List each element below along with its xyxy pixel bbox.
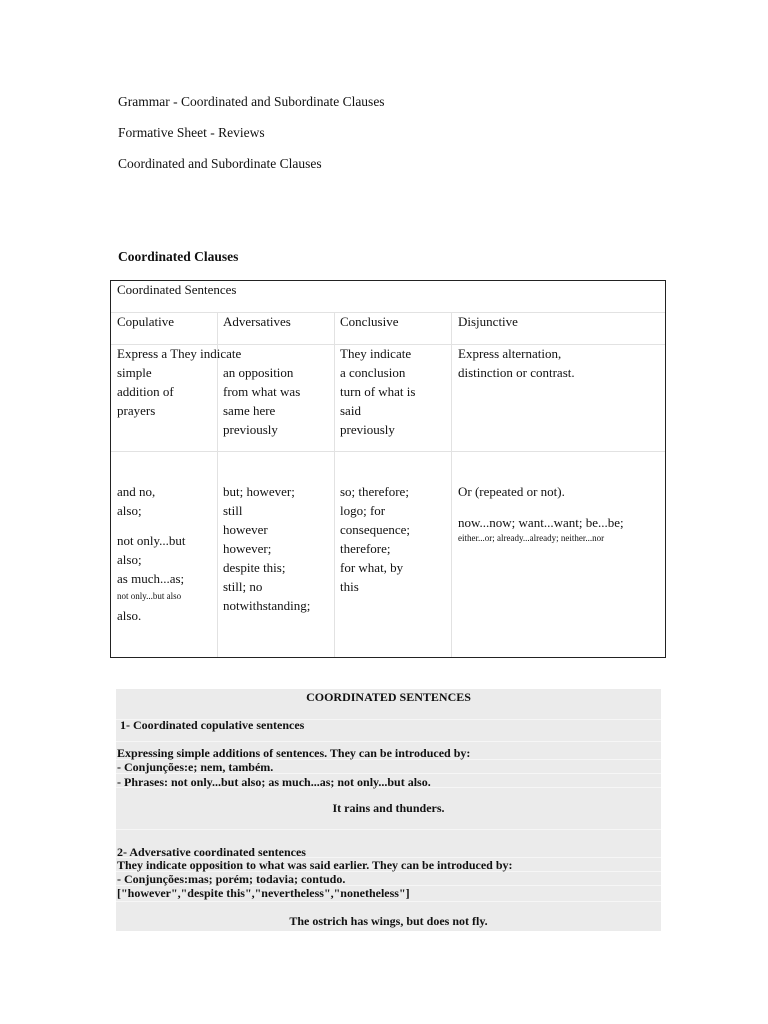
definition-conclusive: They indicate a conclusion turn of what is said previously xyxy=(340,346,416,437)
copulative-heading: 1- Coordinated copulative sentences xyxy=(120,718,305,732)
examples-disjunctive: Or (repeated or not). xyxy=(458,484,565,499)
notes-row-divider xyxy=(116,901,661,902)
examples-adversatives: but; however; still however however; despite this; still; no notwithstanding; xyxy=(223,484,311,613)
document-title: Grammar - Coordinated and Subordinate Clauses xyxy=(118,94,385,109)
notes-box xyxy=(116,689,661,931)
table-row-divider xyxy=(111,451,665,452)
adversative-phrases: ["however","despite this","nevertheless","nonetheless"] xyxy=(117,886,410,900)
column-header-disjunctive: Disjunctive xyxy=(458,314,518,329)
definition-disjunctive: Express alternation, distinction or contrast. xyxy=(458,346,575,380)
notes-row-divider xyxy=(116,741,661,742)
definition-copulative: Express a They indicate simple addition of prayers xyxy=(117,346,242,418)
examples-copulative: and no, also; xyxy=(117,484,156,518)
column-header-adversatives: Adversatives xyxy=(223,314,291,329)
adversative-description: They indicate opposition to what was said earlier. They can be introduced by: xyxy=(117,858,513,872)
copulative-phrases: - Phrases: not only...but also; as much...as; not only...but also. xyxy=(117,775,431,789)
examples-copulative-end: also. xyxy=(117,608,142,623)
notes-row-divider xyxy=(116,829,661,830)
copulative-description: Expressing simple additions of sentences. They can be introduced by: xyxy=(117,746,471,760)
section-title: Coordinated Clauses xyxy=(118,249,239,264)
adversative-conjunctions: - Conjunções:mas; porém; todavia; contudo. xyxy=(117,872,346,886)
examples-disjunctive-small: either...or; already...already; neither...nor xyxy=(458,533,605,543)
table-column-divider xyxy=(334,312,335,657)
definition-adversatives: an opposition from what was same here previously xyxy=(223,365,301,437)
column-header-conclusive: Conclusive xyxy=(340,314,399,329)
copulative-conjunctions: - Conjunções:e; nem, também. xyxy=(117,760,274,774)
examples-disjunctive-pairs: now...now; want...want; be...be; xyxy=(458,515,624,530)
adversative-example: The ostrich has wings, but does not fly. xyxy=(289,914,488,928)
document-subtitle: Formative Sheet - Reviews xyxy=(118,125,265,140)
column-header-copulative: Copulative xyxy=(117,314,175,329)
table-column-divider xyxy=(451,312,452,657)
coordinated-clauses-table xyxy=(110,280,666,658)
notes-title: COORDINATED SENTENCES xyxy=(306,690,471,704)
adversative-heading: 2- Adversative coordinated sentences xyxy=(117,845,306,859)
copulative-example: It rains and thunders. xyxy=(332,801,445,815)
table-caption: Coordinated Sentences xyxy=(117,282,237,297)
examples-copulative-phrases: not only...but also; as much...as; xyxy=(117,533,186,586)
examples-conclusive: so; therefore; logo; for consequence; therefore; for what, by this xyxy=(340,484,411,594)
examples-copulative-small: not only...but also xyxy=(117,591,182,601)
document-topic: Coordinated and Subordinate Clauses xyxy=(118,156,322,171)
